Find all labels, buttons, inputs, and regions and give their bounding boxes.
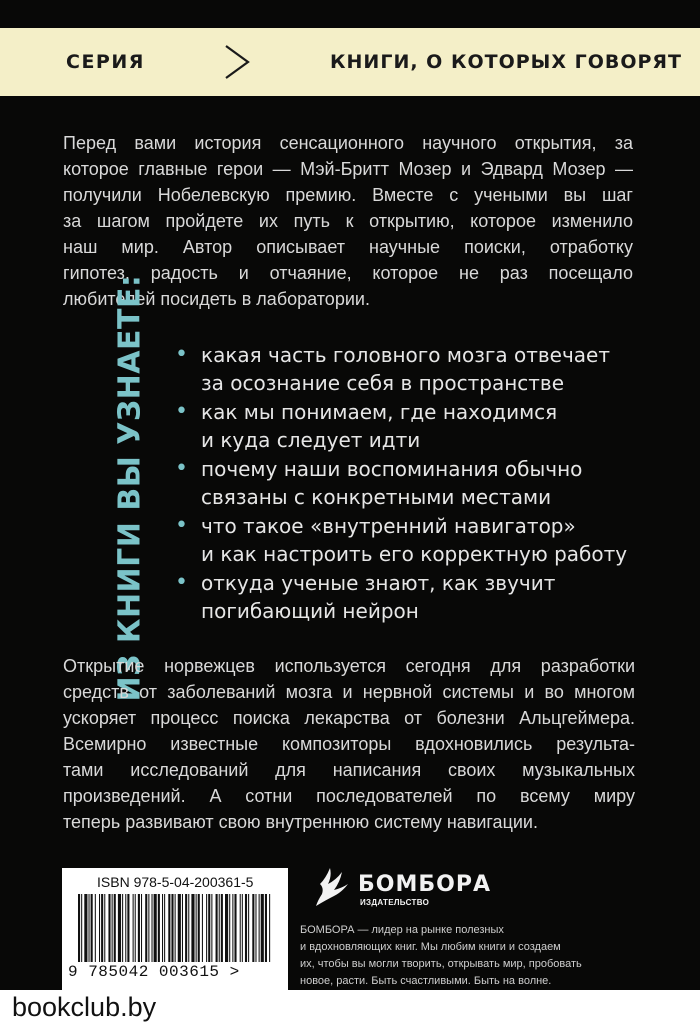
list-item (170, 512, 640, 568)
barcode-bar (158, 894, 160, 962)
barcode-bar (162, 894, 163, 962)
barcode-bar (234, 894, 236, 962)
barcode-bar (261, 894, 264, 962)
series-banner (0, 28, 700, 96)
barcode-bar (198, 894, 200, 962)
bullet-dot-icon: • (175, 513, 188, 538)
list-item-line: и как настроить его корректную работу (201, 542, 628, 566)
outro-line: ускоряет процесс поиска лекарства от болезни Альцгеймера. (63, 708, 635, 728)
intro-line: получили Нобелевскую премию. Вместе с учеными вы шаг (63, 185, 633, 205)
barcode-bar (164, 894, 165, 962)
barcode-bar (188, 894, 189, 962)
bullet-dot-icon: • (175, 570, 188, 595)
barcode-bar (221, 894, 223, 962)
publisher-tagline-line: БОМБОРА — лидер на рынке полезных (300, 924, 504, 936)
intro-line: гипотез, радость и отчаяние, которое не раз посещало (63, 263, 633, 283)
series-title: КНИГИ, О КОТОРЫХ ГОВОРЯТ (330, 51, 683, 73)
barcode-bar (104, 894, 105, 962)
list-item-line: за осознание себя в пространстве (201, 371, 565, 395)
barcode-number: 9 785042 003615 > (68, 963, 240, 981)
bullet-dot-icon: • (175, 399, 188, 424)
barcode-bar (242, 894, 243, 962)
outro-line: средств от заболеваний мозга и нервной системы и во многом (63, 682, 635, 702)
barcode-bar (135, 894, 136, 962)
barcode-bar (255, 894, 256, 962)
barcode-bar (148, 894, 149, 962)
barcode-bar (229, 894, 230, 962)
barcode-icon (76, 894, 272, 962)
barcode-bar (248, 894, 249, 962)
publisher-name: БОМБОРА (358, 872, 491, 897)
barcode-bar (240, 894, 241, 962)
barcode-bar (118, 894, 121, 962)
learn-list (170, 341, 640, 626)
barcode-bar (99, 894, 100, 962)
barcode-bar (265, 894, 267, 962)
intro-line: любителей посидеть в лаборатории. (63, 289, 370, 309)
barcode-bar (185, 894, 187, 962)
list-item-line: что такое «внутренний навигатор» (201, 514, 576, 538)
bullet-dot-icon: • (175, 342, 188, 367)
isbn-text: ISBN 978-5-04-200361-5 (97, 874, 254, 890)
barcode-bar (196, 894, 197, 962)
publisher-tagline-line: новое, расти. Быть счастливыми. Быть на волне. (300, 975, 552, 987)
intro-line: которое главные герои — Мэй-Бритт Мозер и Эдвард Мозер — (63, 159, 633, 179)
publisher-tagline-line: их, чтобы вы могли творить, открывать мир, пробовать (300, 958, 582, 970)
outro-line: Всемирно известные композиторы вдохновились результа- (63, 734, 635, 754)
list-item-line: как мы понимаем, где находимся (201, 400, 558, 424)
list-item-line: почему наши воспоминания обычно (201, 457, 583, 481)
barcode-bar (206, 894, 207, 962)
publisher-tagline-line: и вдохновляющих книг. Мы любим книги и создаем (300, 941, 561, 953)
outro-paragraph (63, 653, 635, 835)
barcode-bar (101, 894, 103, 962)
barcode-bar (108, 894, 110, 962)
barcode-bar (252, 894, 254, 962)
barcode-bar (141, 894, 142, 962)
barcode-bar (95, 894, 96, 962)
barcode-bar (112, 894, 113, 962)
outro-line: теперь развивают свою внутреннюю систему навигации. (63, 812, 538, 832)
barcode-panel (62, 868, 288, 990)
outro-line: тами исследований для написания своих музыкальных (63, 760, 635, 780)
list-item (170, 398, 640, 454)
chevron-right-icon (218, 42, 258, 82)
barcode-bar (219, 894, 220, 962)
barcode-bar (78, 894, 80, 962)
barcode-bar (182, 894, 183, 962)
publisher-tagline (300, 922, 650, 990)
barcode-bar (232, 894, 233, 962)
barcode-bar (145, 894, 147, 962)
barcode-bar (175, 894, 176, 962)
barcode-bar (122, 894, 123, 962)
learn-heading-block (100, 274, 160, 702)
barcode-bar (114, 894, 116, 962)
barcode-bar (269, 894, 270, 962)
list-item-line: какая часть головного мозга отвечает (201, 343, 610, 367)
list-item (170, 455, 640, 511)
barcode-bar (84, 894, 87, 962)
barcode-bar (127, 894, 129, 962)
list-item-line: связаны с конкретными местами (201, 485, 552, 509)
barcode-bar (225, 894, 228, 962)
barcode-bar (91, 894, 93, 962)
barcode-bar (89, 894, 90, 962)
list-item (170, 569, 640, 625)
list-item-line: погибающий нейрон (201, 599, 419, 623)
outro-line: произведений. А сотни последователей по всему миру (63, 786, 635, 806)
outro-line: Открытие норвежцев используется сегодня для разработки (63, 656, 635, 676)
list-item (170, 341, 640, 397)
barcode-bar (125, 894, 126, 962)
intro-line: Перед вами история сенсационного научного открытия, за (63, 133, 633, 153)
bombora-logo-icon (312, 866, 352, 910)
list-item-line: откуда ученые знают, как звучит (201, 571, 556, 595)
learn-heading: ИЗ КНИГИ ВЫ УЗНАЕТЕ: (112, 274, 148, 702)
barcode-bar (202, 894, 203, 962)
intro-paragraph (63, 130, 633, 312)
barcode-bar (178, 894, 181, 962)
bullet-dot-icon: • (175, 456, 188, 481)
list-item-line: и куда следует идти (201, 428, 421, 452)
barcode-bar (138, 894, 140, 962)
barcode-bar (152, 894, 153, 962)
watermark-strip (0, 990, 700, 1031)
barcode-bar (154, 894, 157, 962)
intro-line: наш мир. Автор описывает научные поиски, отработку (63, 237, 633, 257)
barcode-bar (171, 894, 173, 962)
barcode-bar (191, 894, 194, 962)
barcode-bar (211, 894, 212, 962)
barcode-bar (245, 894, 247, 962)
barcode-bar (216, 894, 218, 962)
publisher-subtitle: ИЗДАТЕЛЬСТВО (360, 898, 430, 907)
barcode-bar (168, 894, 170, 962)
barcode-bar (81, 894, 82, 962)
barcode-bar (133, 894, 134, 962)
series-label: СЕРИЯ (66, 51, 145, 73)
barcode-bar (259, 894, 260, 962)
barcode-bar (208, 894, 210, 962)
watermark-text: bookclub.by (12, 992, 157, 1022)
intro-line: за шагом пройдете их путь к открытию, которое изменило (63, 211, 633, 231)
